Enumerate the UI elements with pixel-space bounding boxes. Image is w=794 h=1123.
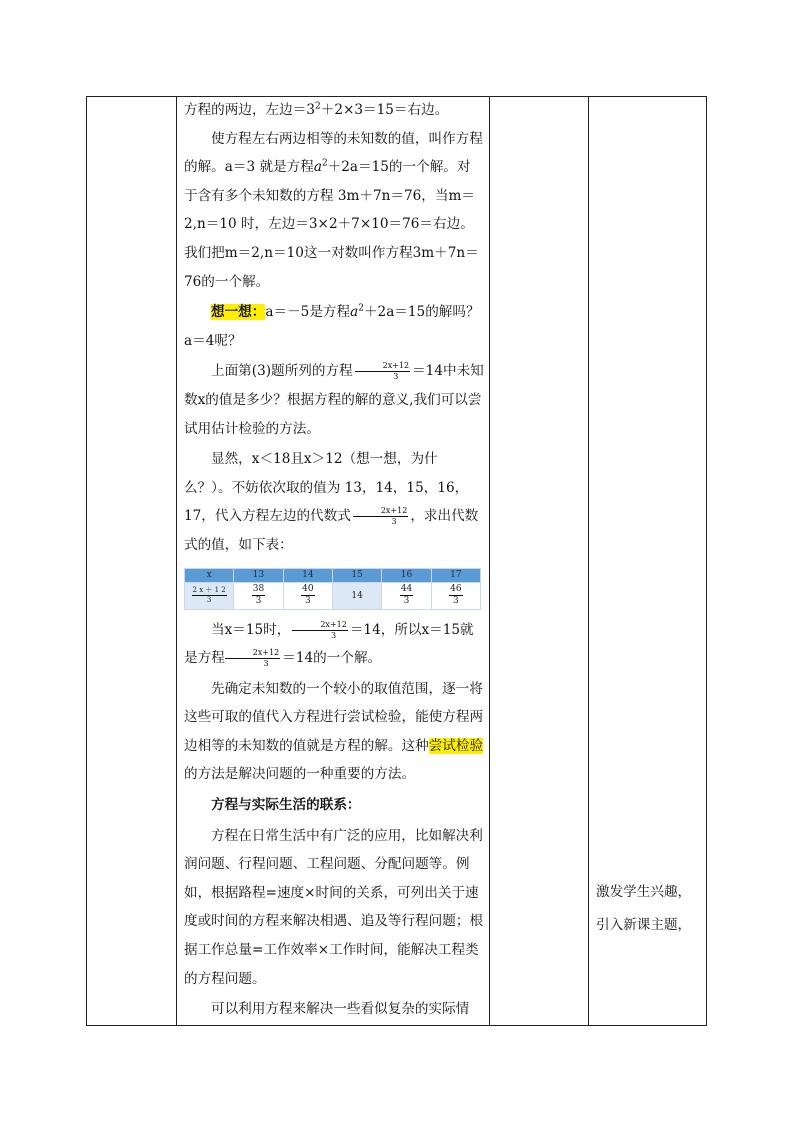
- fraction-expression: $\frac{2x+12}{3}$: [353, 506, 408, 527]
- column-divider-3: [588, 96, 589, 1026]
- table-cell: $\frac{46}{3}$: [431, 582, 480, 609]
- table-row: [185, 582, 481, 609]
- main-content-column: [184, 96, 484, 1024]
- table-header-cell: 14: [283, 568, 332, 582]
- table-header-cell: 16: [382, 568, 431, 582]
- purpose-line-2: 引入新课主题，: [596, 917, 692, 933]
- table-cell: $\frac{40}{3}$: [283, 582, 332, 609]
- paragraph-applications: 方程在日常生活中有广泛的应用，比如解决利润问题、行程问题、工程问题、分配问题等。例如，根据路程=速度×时间的关系，可列出关于速度或时间的方程来解决相遇、追及等行程问题；根据工作总量=工作效率×工作时间，能解决工程类的方程问题。: [184, 827, 484, 987]
- column-divider-1: [176, 96, 177, 1026]
- paragraph-equation-question: 上面第(3)题所列的方程 $\frac{2x+12}{3}$ ＝14中未知数x的值是多少？根据方程的解的意义,我们可以尝试用估计检验的方法。: [184, 361, 484, 437]
- table-row-label: $\frac{2 x + 1 2}{3}$: [185, 582, 234, 609]
- paragraph-continued: 可以利用方程来解决一些看似复杂的实际情: [211, 1001, 470, 1018]
- table-header-row: [185, 568, 481, 582]
- fraction-expression: $\frac{2x+12}{3}$: [225, 648, 280, 669]
- paragraph-1: 方程的两边，左边$=3^2+2\times 3=15=$右边。: [184, 101, 449, 118]
- paragraph-think: 想一想：a＝－5是方程$a^2+2a=15$的解吗？a＝4呢？: [184, 303, 480, 349]
- table-header-cell: x: [185, 568, 234, 582]
- table-header-cell: 15: [332, 568, 381, 582]
- think-label: 想一想：: [211, 304, 266, 321]
- paragraph-estimation: 显然，x＜18且x＞12（想一想，为什么？）。不妨依次取的值为 13，14，15，16，17，代入方程左边的代数式 $\frac{2x+12}{3}$ ，求出代数式的值，如下表：: [184, 451, 479, 553]
- purpose-line-1: 激发学生兴趣，: [596, 884, 692, 900]
- trial-values-table: [184, 568, 481, 610]
- table-header-cell: 13: [234, 568, 283, 582]
- section-heading-real-life: 方程与实际生活的联系：: [211, 797, 361, 814]
- table-cell: $\frac{38}{3}$: [234, 582, 283, 609]
- column-divider-2: [489, 96, 490, 1026]
- table-cell: 14: [332, 582, 381, 609]
- paragraph-when-x-15: 当x＝15时， $\frac{2x+12}{3}$ ＝14，所以x＝15就是方程 $\frac{2x+12}{3}$ ＝14的一个解。: [184, 619, 474, 669]
- highlight-trial-check: 尝试检验: [428, 737, 484, 754]
- fraction-expression: $\frac{2x+12}{3}$: [355, 361, 410, 382]
- purpose-column: [596, 876, 704, 942]
- fraction-expression: $\frac{2x+12}{3}$: [292, 620, 347, 641]
- paragraph-trial-method: 先确定未知数的一个较小的取值范围，逐一将这些可取的值代入方程进行尝试检验，能使方程两边相等的未知数的值就是方程的解。这种尝试检验的方法是解决问题的一种重要的方法。: [184, 680, 484, 783]
- table-header-cell: 17: [431, 568, 480, 582]
- paragraph-solution-definition: 使方程左右两边相等的未知数的值，叫作方程的解。a＝3 就是方程$a^2+2a=15$的一个解。对于含有多个未知数的方程 3m＋7n＝76，当m＝2,n＝10 时，左边＝3×2＋7×10＝76＝右边。我们把m＝2,n＝10这一对数叫作方程3m＋7n＝76的一个解。: [184, 130, 483, 290]
- table-cell: $\frac{44}{3}$: [382, 582, 431, 609]
